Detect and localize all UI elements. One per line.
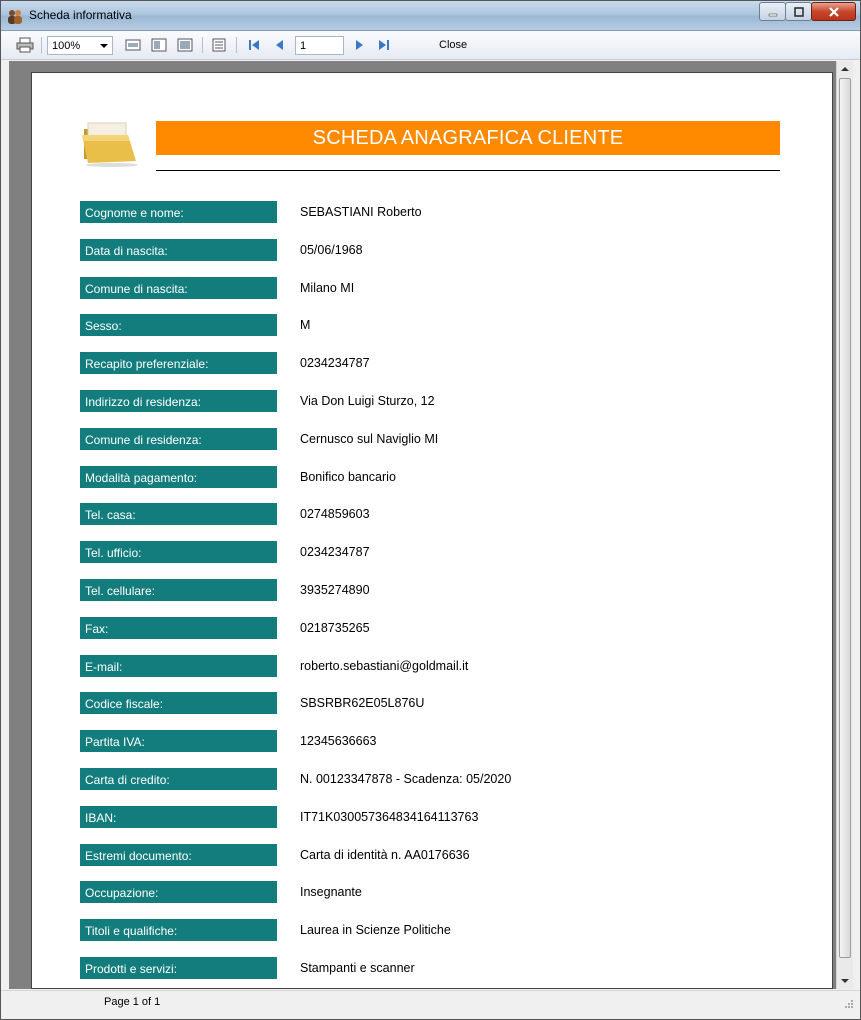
toolbar-separator	[202, 37, 203, 53]
field-row	[80, 314, 800, 336]
chevron-up-icon	[841, 66, 849, 72]
field-label: Tel. casa:	[80, 503, 277, 525]
field-value: 05/06/1968	[300, 242, 363, 257]
maximize-icon	[794, 7, 804, 17]
close-icon	[828, 7, 840, 17]
previous-page-button[interactable]	[271, 36, 289, 54]
field-value: Insegnante	[300, 885, 362, 900]
field-row	[80, 881, 800, 903]
field-row	[80, 466, 800, 488]
report-title: SCHEDA ANAGRAFICA CLIENTE	[156, 121, 780, 155]
field-row	[80, 844, 800, 866]
window-title: Scheda informativa	[29, 8, 132, 22]
next-page-button[interactable]	[350, 36, 368, 54]
field-value: 12345636663	[300, 734, 377, 749]
chevron-down-icon	[100, 44, 108, 48]
field-label: Sesso:	[80, 314, 277, 336]
field-label: Tel. ufficio:	[80, 541, 277, 563]
field-label: Modalità pagamento:	[80, 466, 277, 488]
field-value: M	[300, 318, 311, 333]
field-row	[80, 541, 800, 563]
page-number-input[interactable]	[295, 36, 344, 55]
field-row	[80, 692, 800, 714]
header-divider	[156, 170, 780, 171]
field-value: 3935274890	[300, 583, 370, 597]
field-label: E-mail:	[80, 655, 277, 677]
field-label: Codice fiscale:	[80, 692, 277, 714]
field-value: Via Don Luigi Sturzo, 12	[300, 394, 435, 408]
field-label: Fax:	[80, 617, 277, 639]
field-row	[80, 579, 800, 601]
folder-icon	[80, 119, 140, 167]
field-row	[80, 239, 800, 261]
field-row	[80, 428, 800, 450]
maximize-button[interactable]	[785, 2, 812, 21]
minimize-button[interactable]	[759, 2, 786, 21]
print-icon	[16, 37, 34, 53]
zoom-select[interactable]	[47, 36, 113, 55]
first-page-button[interactable]	[245, 36, 263, 54]
field-row	[80, 503, 800, 525]
field-value: Cernusco sul Naviglio MI	[300, 431, 439, 446]
page-number-value: 1	[300, 40, 307, 52]
first-page-icon	[248, 39, 260, 51]
field-value: SBSRBR62E05L876U	[300, 696, 425, 711]
window-controls	[760, 2, 856, 21]
previous-page-icon	[274, 39, 286, 51]
field-label: Comune di nascita:	[80, 277, 277, 299]
title-bar[interactable]	[1, 1, 860, 31]
field-value: 0234234787	[300, 356, 370, 371]
scroll-up-button[interactable]	[837, 61, 853, 77]
field-value: Bonifico bancario	[300, 469, 396, 484]
print-button[interactable]	[15, 36, 35, 54]
report-viewport[interactable]	[9, 61, 853, 989]
field-row	[80, 277, 800, 299]
field-label: Tel. cellulare:	[80, 579, 277, 601]
field-label: Titoli e qualifiche:	[80, 919, 277, 941]
field-value: 0274859603	[300, 507, 370, 522]
field-value: Laurea in Scienze Politiche	[300, 923, 451, 938]
parameters-icon	[212, 38, 226, 52]
last-page-button[interactable]	[375, 36, 393, 54]
scrollbar-thumb[interactable]	[839, 78, 851, 958]
close-window-button[interactable]	[811, 2, 856, 21]
field-label: Recapito preferenziale:	[80, 352, 277, 374]
users-icon	[7, 8, 23, 24]
field-value: N. 00123347878 - Scadenza: 05/2020	[300, 772, 512, 786]
field-row	[80, 768, 800, 790]
field-label: Indirizzo di residenza:	[80, 390, 277, 412]
vertical-scrollbar[interactable]	[836, 61, 853, 989]
field-row	[80, 957, 800, 979]
status-bar	[1, 990, 860, 1019]
report-page	[31, 72, 833, 989]
toolbar-separator	[41, 37, 42, 53]
multi-page-button[interactable]	[175, 36, 195, 54]
field-row	[80, 919, 800, 941]
field-row	[80, 201, 800, 223]
scroll-down-button[interactable]	[837, 973, 853, 989]
field-value: Stampanti e scanner	[300, 961, 415, 975]
field-label: IBAN:	[80, 806, 277, 828]
field-value: roberto.sebastiani@goldmail.it	[300, 658, 469, 673]
field-label: Estremi documento:	[80, 844, 277, 866]
field-label: Partita IVA:	[80, 730, 277, 752]
chevron-down-icon	[841, 978, 849, 984]
field-label: Occupazione:	[80, 881, 277, 903]
close-report-button[interactable]: Close	[439, 39, 468, 51]
toolbar-separator	[236, 37, 237, 53]
field-value: 0234234787	[300, 545, 370, 560]
field-value: Carta di identità n. AA0176636	[300, 847, 470, 862]
field-row	[80, 730, 800, 752]
page-indicator: Page 1 of 1	[104, 996, 161, 1008]
field-value: 0218735265	[300, 620, 370, 635]
field-label: Prodotti e servizi:	[80, 957, 277, 979]
field-label: Comune di residenza:	[80, 428, 277, 450]
field-label: Cognome e nome:	[80, 201, 277, 223]
next-page-icon	[353, 39, 365, 51]
page-setup-button[interactable]	[123, 36, 143, 54]
field-label: Data di nascita:	[80, 239, 277, 261]
field-row	[80, 806, 800, 828]
parameters-button[interactable]	[209, 36, 229, 54]
field-label: Carta di credito:	[80, 768, 277, 790]
field-value: Milano MI	[300, 280, 355, 295]
field-row	[80, 655, 800, 677]
single-page-icon	[151, 38, 167, 52]
report-toolbar	[1, 31, 860, 60]
zoom-value: 100%	[52, 40, 81, 52]
field-row	[80, 390, 800, 412]
field-value: SEBASTIANI Roberto	[300, 205, 422, 219]
multi-page-icon	[177, 38, 193, 52]
resize-grip-icon[interactable]	[844, 999, 854, 1009]
last-page-icon	[378, 39, 390, 51]
single-page-button[interactable]	[149, 36, 169, 54]
field-value: IT71K030057364834164113763	[300, 809, 479, 824]
minimize-icon	[768, 7, 778, 17]
field-row	[80, 617, 800, 639]
field-row	[80, 352, 800, 374]
page-setup-icon	[125, 38, 141, 52]
